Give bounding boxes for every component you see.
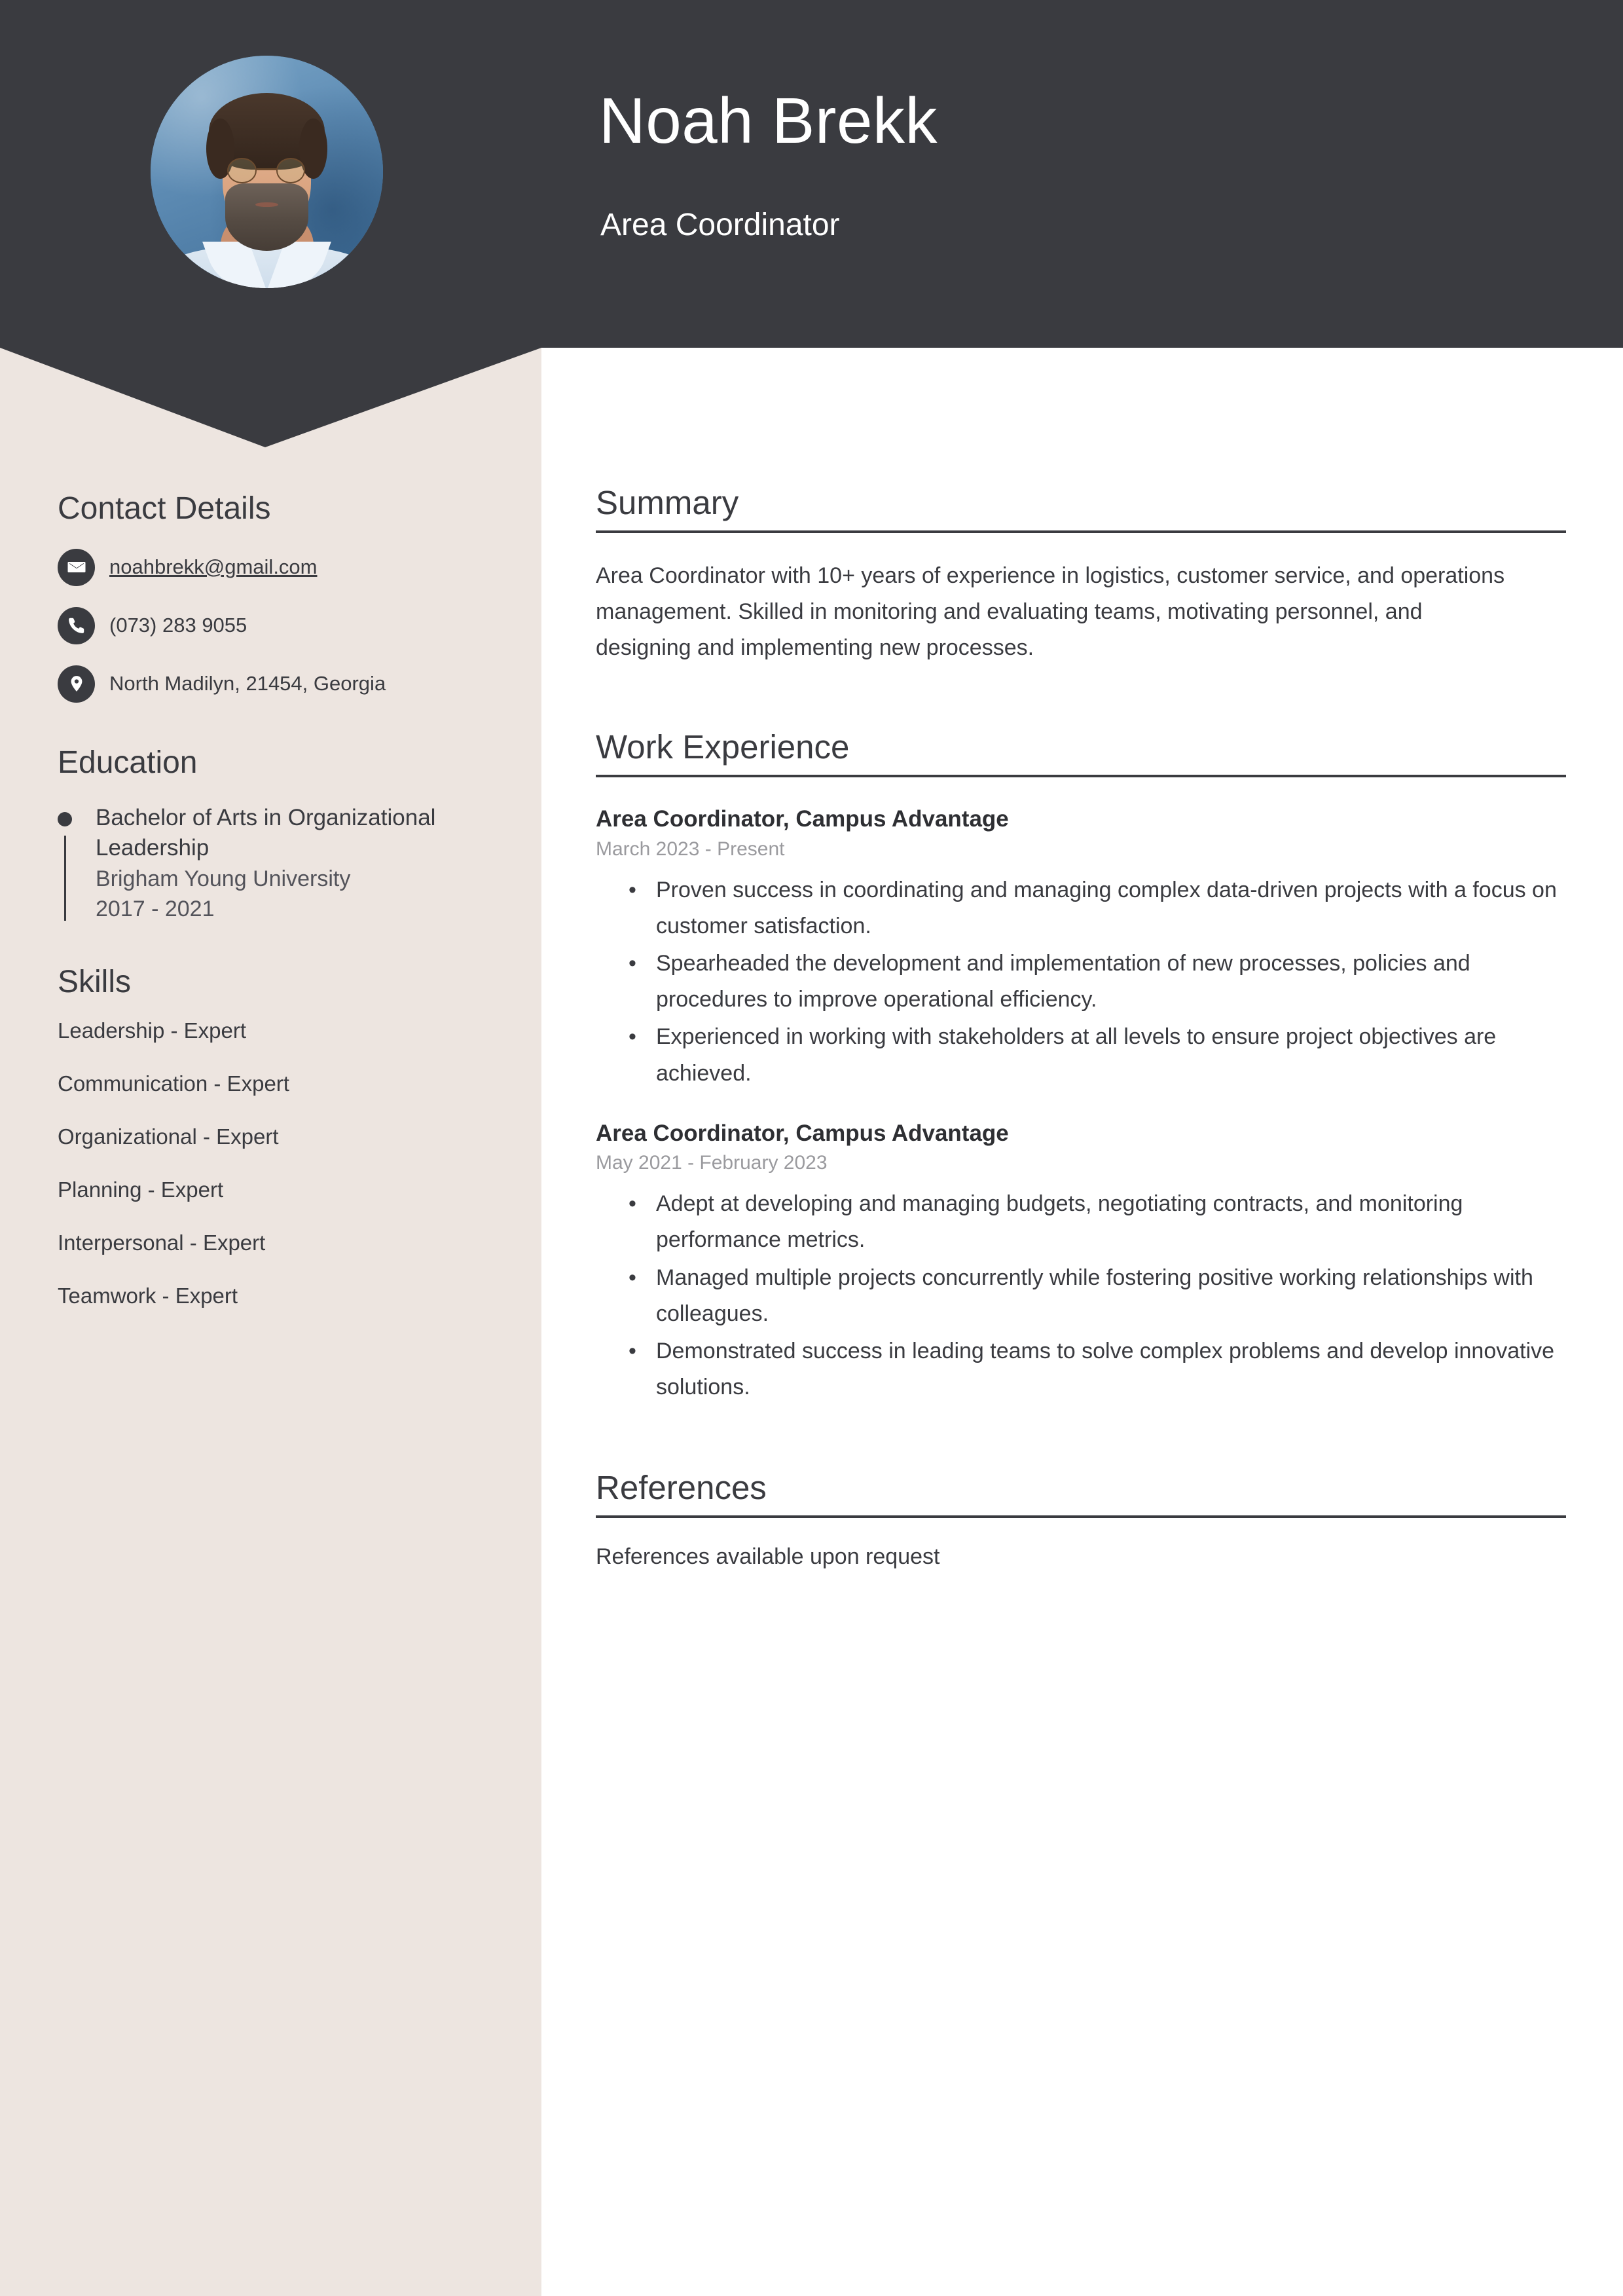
job-bullet: • Managed multiple projects concurrently while fostering positive working relationships with colleagues. [656, 1260, 1566, 1332]
email-icon [58, 549, 95, 586]
contact-location-value: North Madilyn, 21454, Georgia [109, 671, 386, 695]
header-job-title: Area Coordinator [600, 208, 840, 242]
contact-row-email[interactable] [58, 549, 502, 586]
contact-phone-value: (073) 283 9055 [109, 613, 247, 637]
contact-details-heading: Contact Details [58, 491, 271, 526]
summary-rule [596, 530, 1566, 533]
job-bullet: • Proven success in coordinating and managing complex data-driven projects with a focus on customer satisfaction. [656, 872, 1566, 944]
references-heading: References [596, 1468, 767, 1506]
skill-item: Communication - Expert [58, 1071, 289, 1096]
job-bullet: • Demonstrated success in leading teams to solve complex problems and develop innovative solutions. [656, 1333, 1566, 1405]
references-text: References available upon request [596, 1544, 940, 1569]
job-bullet: • Adept at developing and managing budgets, negotiating contracts, and monitoring performance metrics. [656, 1186, 1566, 1258]
bullet-dot-icon [58, 812, 72, 826]
work-experience-heading: Work Experience [596, 728, 850, 766]
contact-email-value[interactable]: noahbrekk@gmail.com [109, 555, 318, 578]
education-years: 2017 - 2021 [96, 896, 215, 921]
skill-item: Leadership - Expert [58, 1018, 246, 1043]
education-degree: Bachelor of Arts in Organizational Leadership [96, 804, 436, 861]
education-heading: Education [58, 745, 198, 780]
job-title: Area Coordinator, Campus Advantage [596, 806, 1009, 832]
section-summary [596, 485, 1566, 666]
skills-list [58, 1020, 502, 1306]
timeline-line [64, 836, 66, 921]
references-rule [596, 1515, 1566, 1518]
contact-row-location [58, 665, 502, 703]
contact-list [58, 549, 502, 703]
job-bullet: • Spearheaded the development and implementation of new processes, policies and procedures to improve operational efficiency. [656, 946, 1566, 1018]
skills-heading: Skills [58, 964, 132, 999]
skill-item: Planning - Expert [58, 1177, 224, 1202]
avatar [151, 56, 383, 288]
skill-item: Teamwork - Expert [58, 1283, 238, 1308]
skill-item: Organizational - Expert [58, 1124, 279, 1149]
profile-photo [151, 56, 383, 288]
skill-item: Interpersonal - Expert [58, 1230, 266, 1255]
job-entry [596, 805, 1566, 1091]
job-dates: May 2021 - February 2023 [596, 1152, 828, 1174]
main-content [596, 485, 1566, 1574]
summary-heading: Summary [596, 484, 739, 521]
page-title: Noah Brekk [599, 84, 938, 157]
section-work-experience [596, 729, 1566, 1405]
contact-row-phone[interactable] [58, 607, 502, 644]
summary-text: Area Coordinator with 10+ years of experience in logistics, customer service, and operations management. Skilled in monitoring and evaluating teams, motivating personnel, and designing and implementing new processes. [596, 563, 1505, 661]
job-entry [596, 1119, 1566, 1405]
sidebar [0, 447, 541, 1338]
job-dates: March 2023 - Present [596, 838, 785, 861]
job-bullet-list [596, 1186, 1566, 1405]
section-references [596, 1470, 1566, 1574]
education-entry [58, 803, 502, 925]
job-bullet-list [596, 872, 1566, 1091]
job-bullet: • Experienced in working with stakeholders at all levels to ensure project objectives are achieved. [656, 1019, 1566, 1091]
phone-icon [58, 607, 95, 644]
location-icon [58, 665, 95, 703]
work-experience-rule [596, 775, 1566, 777]
education-school: Brigham Young University [96, 866, 351, 891]
job-title: Area Coordinator, Campus Advantage [596, 1120, 1009, 1146]
